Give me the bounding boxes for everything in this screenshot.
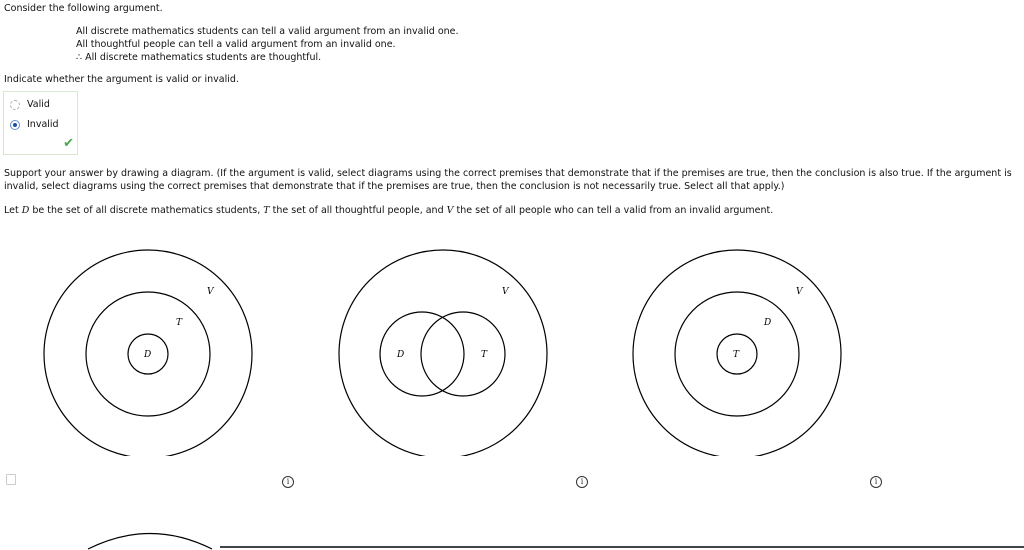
diagram-2-circle-V — [339, 250, 547, 456]
diagram-3[interactable] — [631, 244, 843, 456]
diagram-2-label-D: D — [397, 350, 405, 360]
def-part3: the set of all people who can tell a valid from an invalid argument. — [453, 205, 774, 216]
diagram-1-checkbox[interactable] — [6, 474, 16, 485]
diagram-2[interactable] — [337, 244, 549, 456]
intro-text: Consider the following argument. — [4, 3, 163, 14]
option-valid[interactable] — [10, 99, 50, 110]
radio-invalid[interactable] — [10, 120, 20, 130]
question-text: Indicate whether the argument is valid or invalid. — [4, 74, 239, 85]
diagram-2-info-icon[interactable]: i — [576, 476, 588, 488]
def-part1: be the set of all discrete mathematics students, — [29, 205, 264, 216]
support-instructions: Support your answer by drawing a diagram. (If the argument is valid, select diagrams using the correct premises that demonstrate that if the premises are true, then the conclusion is also true. If the argument is invalid, select diagrams using the correct premises that demonstrate that if the premises are true, then the conclusion is not necessarily true. Select all that apply.) — [4, 168, 1012, 192]
premise-2: All thoughtful people can tell a valid argument from an invalid one. — [76, 39, 396, 50]
conclusion: ∴ All discrete mathematics students are thoughtful. — [76, 52, 322, 63]
diagram-1-info-icon[interactable]: i — [282, 476, 294, 488]
correct-check-icon: ✔ — [63, 136, 74, 151]
option-valid-label: Valid — [27, 99, 50, 110]
option-invalid-label: Invalid — [27, 119, 59, 130]
def-D: D — [21, 205, 30, 216]
diagram-2-label-V: V — [502, 287, 509, 297]
diagram-4-partial[interactable] — [80, 528, 220, 550]
diagram-1[interactable] — [42, 244, 254, 456]
diagram-3-label-T: T — [733, 350, 740, 360]
scroll-divider — [220, 546, 1024, 548]
premise-1: All discrete mathematics students can tell a valid argument from an invalid one. — [76, 26, 459, 37]
def-let: Let — [4, 205, 19, 216]
diagram-4-circle-top — [88, 534, 212, 550]
diagram-3-label-V: V — [796, 287, 803, 297]
diagram-2-circle-T — [421, 312, 505, 396]
diagram-1-label-V: V — [207, 287, 214, 297]
diagram-1-label-T: T — [176, 318, 183, 328]
diagram-3-info-icon[interactable]: i — [870, 476, 882, 488]
answer-choices — [3, 91, 78, 155]
option-invalid[interactable] — [10, 119, 59, 130]
def-V: V — [446, 205, 454, 216]
diagram-2-label-T: T — [481, 350, 488, 360]
def-part2: the set of all thoughtful people, and — [269, 205, 447, 216]
def-T: T — [263, 205, 270, 216]
diagram-1-label-D: D — [144, 350, 152, 360]
diagram-2-circle-D — [380, 312, 464, 396]
argument-premises — [76, 25, 459, 64]
radio-valid[interactable] — [10, 100, 20, 110]
set-definitions — [4, 205, 773, 216]
diagram-3-label-D: D — [764, 318, 772, 328]
